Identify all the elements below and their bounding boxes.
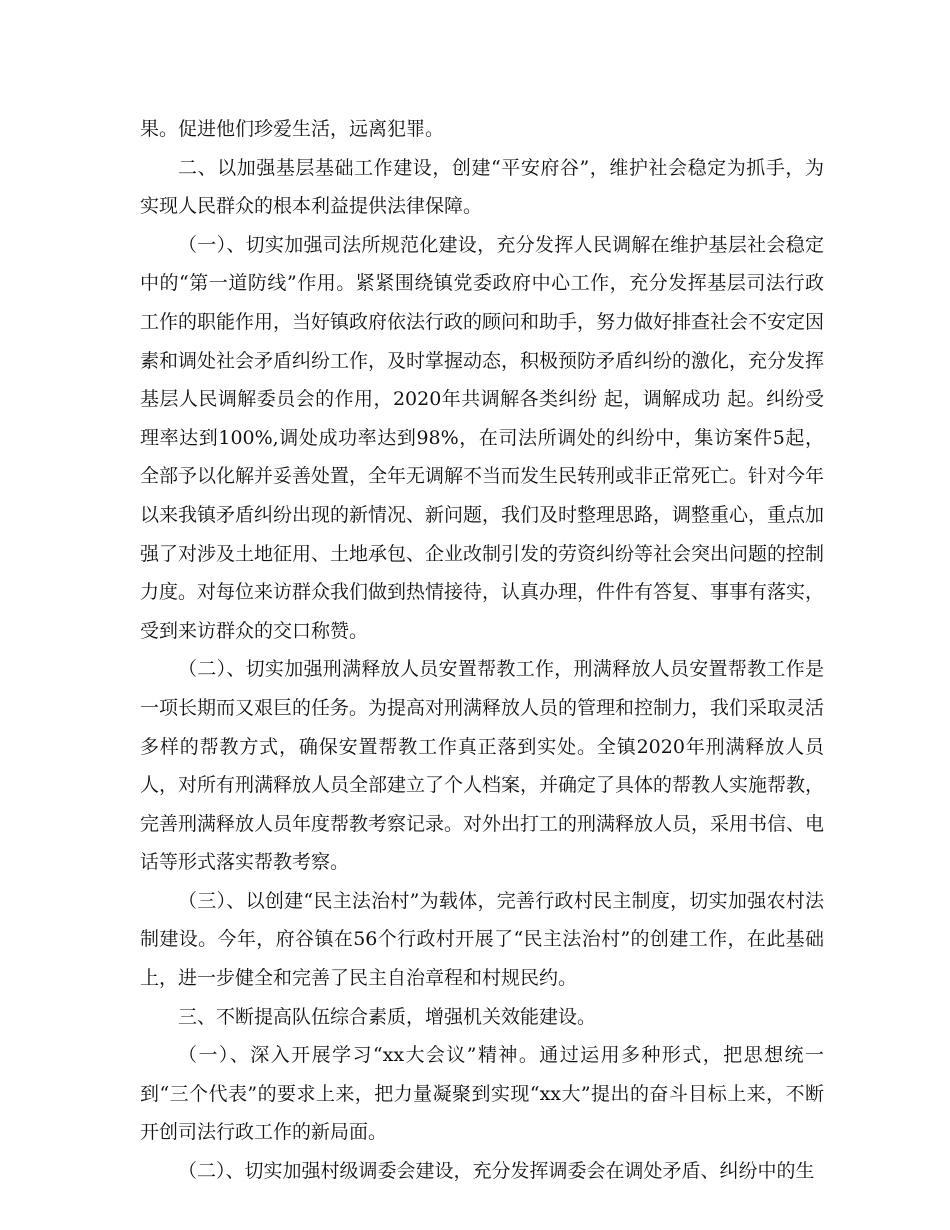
section-heading-2: 二、以加强基层基础工作建设，创建“平安府谷”，维护社会稳定为抓手，为实现人民群众的根本利益提供法律保障。 — [140, 156, 824, 218]
paragraph-mediation: （一）、切实加强司法所规范化建设，充分发挥人民调解在维护基层社会稳定中的“第一道防线”作用。紧紧围绕镇党委政府中心工作，充分发挥基层司法行政工作的职能作用，当好镇政府依法行政的顾问和助手，努力做好排查社会不安定因素和调处社会矛盾纠纷工作，及时掌握动态，积极预防矛盾纠纷的激化，充分发挥基层人民调解委员会的作用，2020年共调解各类纠纷 起，调解成功 起。纠纷受理率达到100%,调处成功率达到98%，在司法所调处的纠纷中，集访案件5起，全部予以化解并妥善处置，全年无调解不当而发生民转刑或非正常死亡。针对今年以来我镇矛盾纠纷出现的新情况、新问题，我们及时整理思路，调整重心，重点加强了对涉及土地征用、土地承包、企业改制引发的劳资纠纷等社会突出问题的控制力度。对每位来访群众我们做到热情接待，认真办理，件件有答复、事事有落实，受到来访群众的交口称赞。 — [140, 233, 825, 642]
paragraph-study: （一）、深入开展学习“xx大会议”精神。通过运用多种形式，把思想统一到“三个代表”的要求上来，把力量凝聚到实现“xx大”提出的奋斗目标上来，不断开创司法行政工作的新局面。 — [140, 1044, 824, 1144]
paragraph-rule-of-law-village: （三）、以创建“民主法治村”为载体，完善行政村民主制度，切实加强农村法制建设。今年，府谷镇在56个行政村开展了“民主法治村”的创建工作，在此基础上，进一步健全和完善了民主自治章程和村规民约。 — [140, 889, 824, 990]
section-heading-3: 三、不断提高队伍综合素质，增强机关效能建设。 — [178, 1005, 597, 1028]
paragraph-continuation: 果。促进他们珍爱生活，远离犯罪。 — [140, 118, 445, 140]
paragraph-released-persons: （二）、切实加强刑满释放人员安置帮教工作，刑满释放人员安置帮教工作是一项长期而又艰巨的任务。为提高对刑满释放人员的管理和控制力，我们采取灵活多样的帮教方式，确保安置帮教工作真正落到实处。全镇2020年刑满释放人员 人，对所有刑满释放人员全部建立了个人档案，并确定了具体的帮教人实施帮教，完善刑满释放人员年度帮教考察记录。对外出打工的刑满释放人员，采用书信、电话等形式落实帮教考察。 — [140, 658, 825, 874]
document-body — [140, 110, 824, 1191]
paragraph-village-committee: （二）、切实加强村级调委会建设，充分发挥调委会在调处矛盾、纠纷中的生 — [178, 1160, 815, 1183]
